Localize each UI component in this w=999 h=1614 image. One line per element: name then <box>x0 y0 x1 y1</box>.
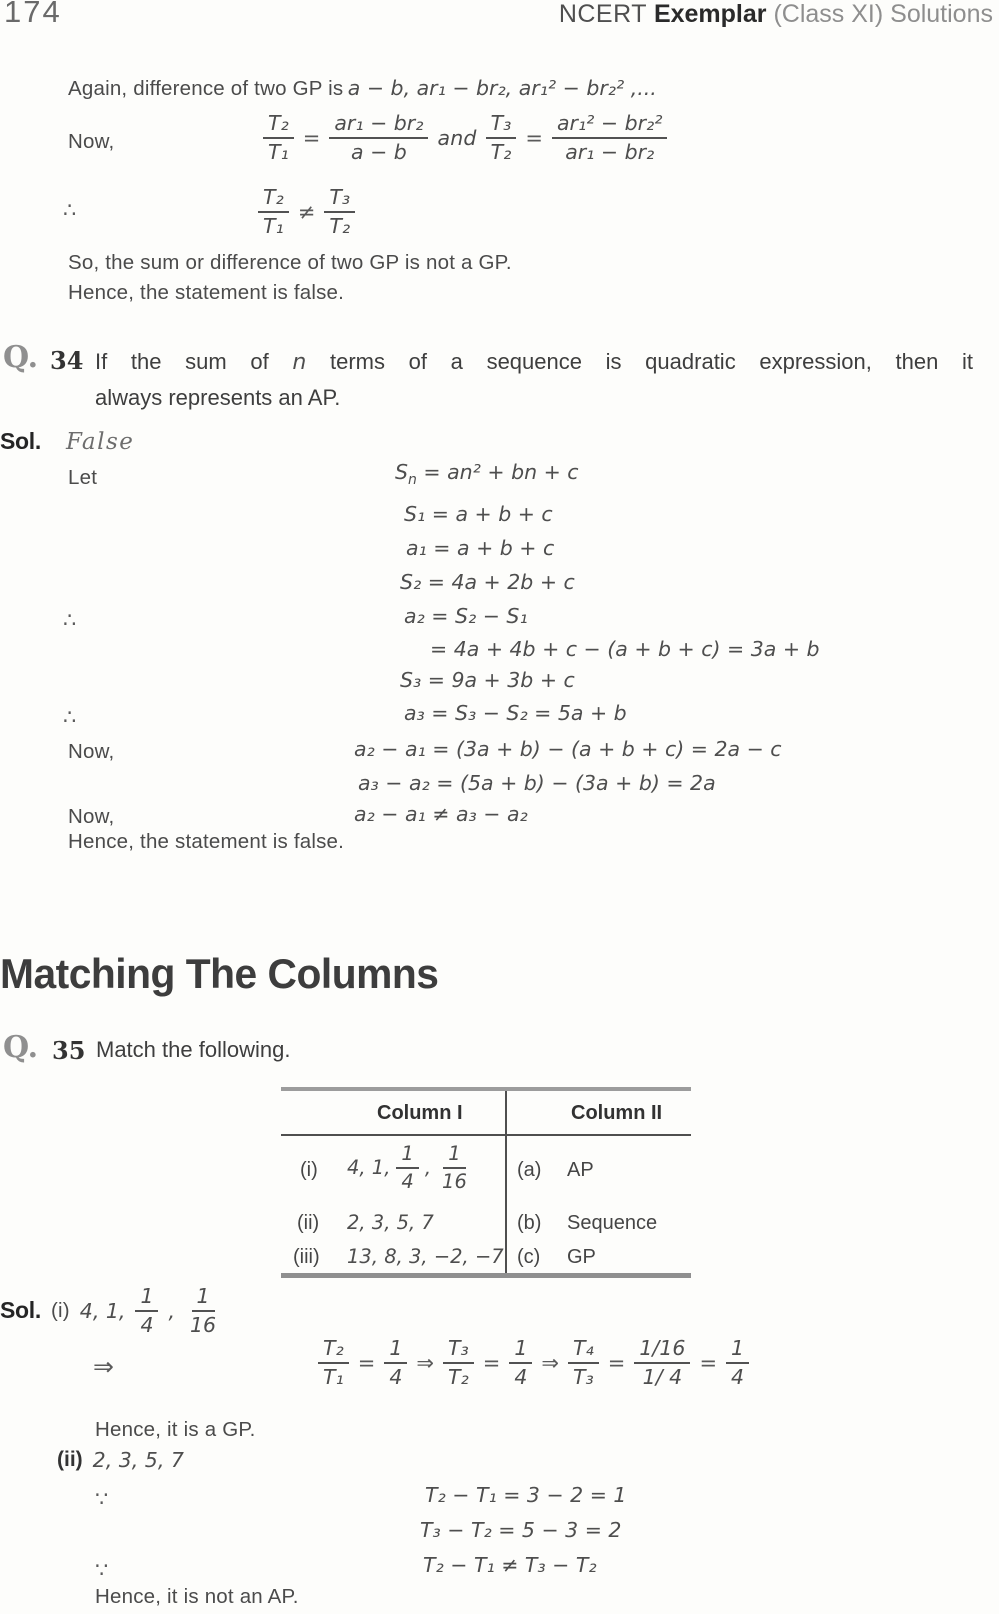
table-column-divider <box>505 1091 507 1273</box>
therefore-symbol: ∴ <box>63 198 77 222</box>
q34-eq-a3: a₃ = S₃ − S₂ = 5a + b <box>404 701 627 725</box>
row2-match-value: Sequence <box>567 1212 658 1234</box>
equals-sign: = <box>302 125 321 150</box>
gp-ratio-chain <box>318 1337 749 1389</box>
fraction-t2-t1: $\frac{\text{T₂}}{\text{T₁}}$ <box>263 112 294 164</box>
therefore-symbol: ∴ <box>63 608 77 632</box>
fraction-t3-t2: $\frac{\text{T₃}}{\text{T₂}}$ <box>486 112 517 164</box>
row1-sequence <box>347 1143 472 1193</box>
table-header-rule <box>281 1134 691 1136</box>
row1-match-label: (a) <box>517 1159 542 1181</box>
fraction-one-sixteenth: $\frac{1}{16}$ <box>190 1284 217 1337</box>
q34-sol-label: Sol. <box>0 428 41 454</box>
q34-question-number: 34 <box>50 346 84 375</box>
equals-sign: = <box>699 1350 718 1375</box>
and-label: and <box>437 125 477 150</box>
part1-sequence-pre: 4, 1, <box>79 1298 126 1323</box>
not-equal-sign: ≠ <box>297 199 316 224</box>
row3-number: (iii) <box>293 1246 320 1268</box>
column2-header: Column II <box>571 1102 663 1124</box>
q33-now-label: Now, <box>68 130 115 153</box>
eq-sn-rest: = an² + bn + c <box>416 460 579 484</box>
therefore-symbol: ∴ <box>63 705 77 729</box>
matching-table <box>281 1087 691 1278</box>
q33-conclusion: So, the sum or difference of two GP is not a GP. <box>68 251 512 274</box>
q34-eq-sn <box>395 460 579 488</box>
q34-text-variable: n <box>292 350 307 375</box>
equals-sign: = <box>357 1350 376 1375</box>
q35-question-text: Match the following. <box>96 1037 291 1062</box>
q34-answer: False <box>66 429 135 455</box>
q35-sol-label: Sol. <box>0 1297 41 1324</box>
q34-question-text-line2: always represents an AP. <box>95 385 341 410</box>
q34-eq-s2: S₂ = 4a + 2b + c <box>400 570 575 594</box>
part2-eq-diff1: T₂ − T₁ = 3 − 2 = 1 <box>425 1483 627 1507</box>
implies-symbol: ⇒ <box>416 1350 435 1375</box>
q34-eq-d3: a₂ − a₁ ≠ a₃ − a₂ <box>354 802 528 826</box>
q34-eq-a1: a₁ = a + b + c <box>406 536 555 560</box>
part2-sequence: 2, 3, 5, 7 <box>92 1448 184 1472</box>
q34-eq-s1: S₁ = a + b + c <box>404 502 553 526</box>
q33-intro-math: a − b, ar₁ − br₂, ar₁² − br₂² ,... <box>347 76 657 100</box>
eq-sn-subscript: n <box>408 472 417 489</box>
q34-question-mark: Q. <box>3 340 39 375</box>
because-symbol: ∵ <box>95 1558 109 1582</box>
q35-question-number: 35 <box>52 1036 86 1065</box>
q34-eq-a2-expand: = 4a + 4b + c − (a + b + c) = 3a + b <box>430 637 820 661</box>
q34-let-label: Let <box>68 466 98 489</box>
fraction-one-fourth: $\frac{1}{4}$ <box>384 1337 407 1389</box>
equals-sign: = <box>482 1350 501 1375</box>
sol35-part2-line <box>57 1448 184 1472</box>
because-symbol: ∵ <box>95 1487 109 1511</box>
page-number: 174 <box>4 0 62 29</box>
q34-question-text-line1 <box>95 349 973 375</box>
row3-match-label: (c) <box>517 1246 541 1268</box>
implies-symbol: ⇒ <box>541 1350 560 1375</box>
fraction-one-sixteenth: $\frac{1}{16}$ <box>442 1142 467 1193</box>
q33-intro-text: Again, difference of two GP is <box>68 77 344 100</box>
row3-sequence: 13, 8, 3, −2, −7 <box>347 1245 504 1268</box>
fraction-t3-t2: $\frac{\text{T₃}}{\text{T₂}}$ <box>324 186 355 238</box>
fraction-ratio1: $\frac{\text{ar₁ − br₂}}{a - b}$ <box>329 112 428 164</box>
part2-eq-diff2: T₃ − T₂ = 5 − 3 = 2 <box>420 1518 622 1542</box>
section-heading: Matching The Columns <box>0 950 439 997</box>
comma-separator: , <box>424 1156 432 1180</box>
part1-conclusion: Hence, it is a GP. <box>95 1418 256 1441</box>
q34-eq-d2: a₃ − a₂ = (5a + b) − (3a + b) = 2a <box>358 771 716 795</box>
equals-sign: = <box>607 1350 626 1375</box>
q34-text-pre: If the sum of <box>95 349 269 374</box>
comma-separator: , <box>168 1298 176 1323</box>
q34-now-label: Now, <box>68 805 115 828</box>
fraction-ratio2: $\frac{\text{ar₁² − br₂²}}{\text{ar₁ − br₂}}$ <box>552 112 668 164</box>
row3-match-value: GP <box>567 1246 596 1268</box>
fraction-t2-t1: $\frac{\text{T₂}}{\text{T₁}}$ <box>258 186 289 238</box>
q33-intro-line <box>68 76 657 101</box>
fraction-quotient: $\frac{1/16}{1/ 4}$ <box>634 1337 690 1389</box>
q33-inequality <box>258 186 355 238</box>
eq-sn-base: S <box>395 460 409 484</box>
fraction-one-fourth: $\frac{1}{4}$ <box>509 1337 532 1389</box>
q34-eq-s3: S₃ = 9a + 3b + c <box>400 668 575 692</box>
column1-header: Column I <box>377 1102 463 1124</box>
part2-eq-diff3: T₂ − T₁ ≠ T₃ − T₂ <box>423 1553 597 1577</box>
q34-eq-d1: a₂ − a₁ = (3a + b) − (a + b + c) = 2a − c <box>354 737 782 761</box>
q34-now-label: Now, <box>68 740 115 763</box>
q34-text-post: terms of a sequence is quadratic expression, then it <box>330 349 973 374</box>
implies-symbol: ⇒ <box>93 1352 114 1381</box>
row2-match-label: (b) <box>517 1212 542 1234</box>
q33-ratio-equation <box>263 112 667 164</box>
fraction-t2-t1: $\frac{\text{T₂}}{\text{T₁}}$ <box>318 1337 349 1389</box>
fraction-one-fourth: $\frac{1}{4}$ <box>396 1143 418 1193</box>
fraction-one-fourth: $\frac{1}{4}$ <box>726 1337 749 1389</box>
row2-sequence: 2, 3, 5, 7 <box>347 1211 434 1234</box>
row2-number: (ii) <box>297 1212 320 1234</box>
part1-label: (i) <box>50 1298 70 1322</box>
fraction-one-fourth: $\frac{1}{4}$ <box>135 1285 158 1337</box>
q34-hence-line: Hence, the statement is false. <box>68 830 345 853</box>
q33-hence-line: Hence, the statement is false. <box>68 281 345 304</box>
sol35-part1-line <box>0 1285 221 1337</box>
book-title-ncert: NCERT <box>558 0 647 28</box>
row1-match-value: AP <box>567 1159 594 1181</box>
q35-question-mark: Q. <box>3 1030 39 1065</box>
book-title <box>559 0 993 29</box>
part2-label: (ii) <box>57 1448 83 1471</box>
part2-conclusion: Hence, it is not an AP. <box>95 1585 299 1608</box>
fraction-t4-t3: $\frac{\text{T₄}}{\text{T₃}}$ <box>568 1337 599 1389</box>
fraction-t3-t2: $\frac{\text{T₃}}{\text{T₂}}$ <box>443 1337 474 1389</box>
equals-sign: = <box>525 125 543 150</box>
book-title-exemplar: Exemplar <box>653 0 767 28</box>
row1-number: (i) <box>300 1159 318 1181</box>
row1-sequence-pre: 4, 1, <box>347 1156 391 1180</box>
q34-eq-a2: a₂ = S₂ − S₁ <box>404 604 528 628</box>
book-title-suffix: (Class XI) Solutions <box>773 0 993 28</box>
